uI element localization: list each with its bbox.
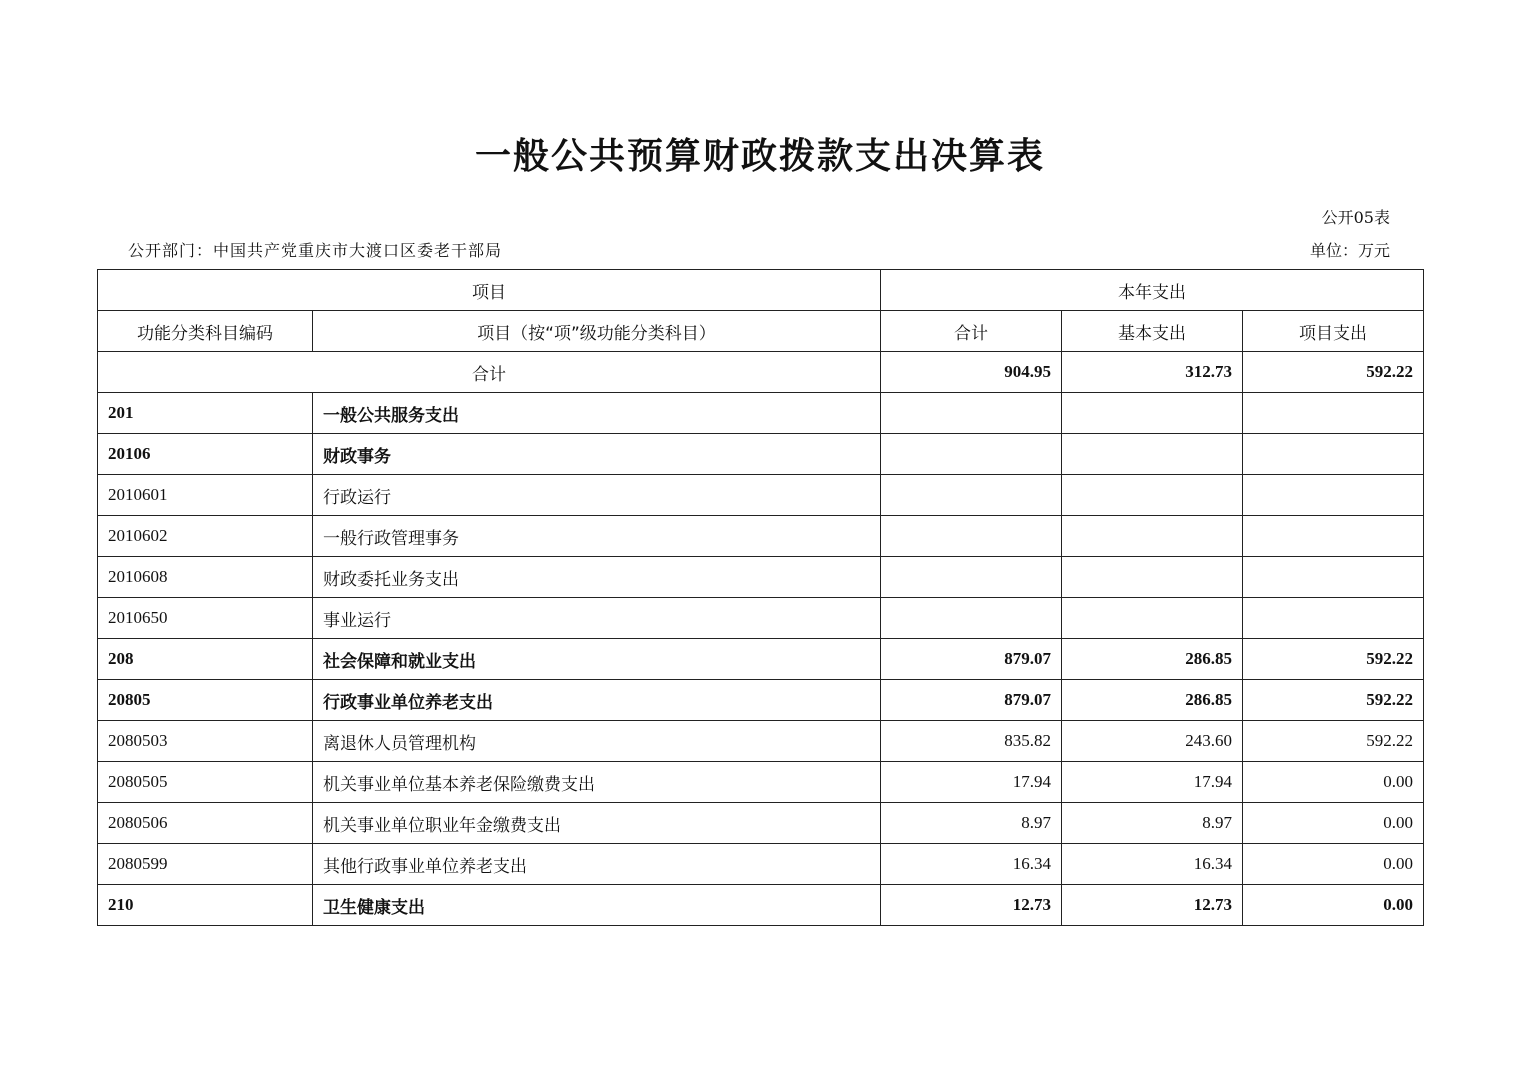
row-basic <box>1062 475 1243 516</box>
row-code: 20106 <box>98 434 313 475</box>
header-row-bottom <box>98 311 1424 352</box>
row-total <box>881 475 1062 516</box>
row-name: 机关事业单位职业年金缴费支出 <box>313 803 881 844</box>
header-program: 项目支出 <box>1243 311 1424 352</box>
row-basic <box>1062 434 1243 475</box>
row-program <box>1243 393 1424 434</box>
department-label: 公开部门：中国共产党重庆市大渡口区委老干部局 <box>128 241 503 260</box>
table-row <box>98 844 1424 885</box>
row-code: 210 <box>98 885 313 926</box>
row-name: 卫生健康支出 <box>313 885 881 926</box>
row-total <box>881 393 1062 434</box>
row-code: 20805 <box>98 680 313 721</box>
row-name: 财政事务 <box>313 434 881 475</box>
row-total <box>881 598 1062 639</box>
table-row <box>98 762 1424 803</box>
row-total <box>881 434 1062 475</box>
total-program: 592.22 <box>1243 352 1424 393</box>
row-total: 879.07 <box>881 680 1062 721</box>
header-total: 合计 <box>881 311 1062 352</box>
table-row <box>98 393 1424 434</box>
row-code: 2010601 <box>98 475 313 516</box>
header-basic: 基本支出 <box>1062 311 1243 352</box>
total-basic: 312.73 <box>1062 352 1243 393</box>
row-total: 8.97 <box>881 803 1062 844</box>
row-basic <box>1062 598 1243 639</box>
row-code: 2010608 <box>98 557 313 598</box>
table-row <box>98 434 1424 475</box>
row-name: 社会保障和就业支出 <box>313 639 881 680</box>
row-program: 592.22 <box>1243 721 1424 762</box>
row-program: 0.00 <box>1243 762 1424 803</box>
row-program <box>1243 557 1424 598</box>
row-code: 2080505 <box>98 762 313 803</box>
row-program: 0.00 <box>1243 803 1424 844</box>
row-basic: 17.94 <box>1062 762 1243 803</box>
row-basic: 243.60 <box>1062 721 1243 762</box>
row-basic: 16.34 <box>1062 844 1243 885</box>
row-basic: 286.85 <box>1062 680 1243 721</box>
row-code: 2080503 <box>98 721 313 762</box>
table-row <box>98 598 1424 639</box>
total-row <box>98 352 1424 393</box>
total-label: 合计 <box>98 352 881 393</box>
row-name: 离退休人员管理机构 <box>313 721 881 762</box>
table-row <box>98 639 1424 680</box>
row-code: 201 <box>98 393 313 434</box>
table-row <box>98 885 1424 926</box>
row-code: 2080599 <box>98 844 313 885</box>
row-code: 2010602 <box>98 516 313 557</box>
row-total: 835.82 <box>881 721 1062 762</box>
row-code: 2080506 <box>98 803 313 844</box>
header-project: 项目 <box>98 270 881 311</box>
row-name: 财政委托业务支出 <box>313 557 881 598</box>
row-total <box>881 516 1062 557</box>
row-code: 2010650 <box>98 598 313 639</box>
total-sum: 904.95 <box>881 352 1062 393</box>
header-code: 功能分类科目编码 <box>98 311 313 352</box>
row-name: 事业运行 <box>313 598 881 639</box>
table-row <box>98 680 1424 721</box>
header-row-top <box>98 270 1424 311</box>
table-row <box>98 516 1424 557</box>
table-row <box>98 721 1424 762</box>
row-basic: 286.85 <box>1062 639 1243 680</box>
row-total: 879.07 <box>881 639 1062 680</box>
row-name: 其他行政事业单位养老支出 <box>313 844 881 885</box>
row-program: 0.00 <box>1243 885 1424 926</box>
row-name: 机关事业单位基本养老保险缴费支出 <box>313 762 881 803</box>
row-program <box>1243 434 1424 475</box>
row-basic <box>1062 393 1243 434</box>
row-name: 一般行政管理事务 <box>313 516 881 557</box>
row-basic <box>1062 557 1243 598</box>
row-program: 592.22 <box>1243 680 1424 721</box>
row-program <box>1243 598 1424 639</box>
row-basic: 12.73 <box>1062 885 1243 926</box>
table-row <box>98 475 1424 516</box>
unit-label: 单位：万元 <box>1309 241 1390 260</box>
expenditure-table <box>97 269 1424 926</box>
row-name: 行政事业单位养老支出 <box>313 680 881 721</box>
row-program <box>1243 516 1424 557</box>
row-program: 592.22 <box>1243 639 1424 680</box>
row-basic: 8.97 <box>1062 803 1243 844</box>
form-number: 公开05表 <box>1321 208 1390 227</box>
row-total: 17.94 <box>881 762 1062 803</box>
header-item: 项目（按“项”级功能分类科目） <box>313 311 881 352</box>
header-current-year: 本年支出 <box>881 270 1424 311</box>
table-row <box>98 803 1424 844</box>
row-total <box>881 557 1062 598</box>
row-total: 12.73 <box>881 885 1062 926</box>
row-program: 0.00 <box>1243 844 1424 885</box>
row-name: 一般公共服务支出 <box>313 393 881 434</box>
row-name: 行政运行 <box>313 475 881 516</box>
page-title: 一般公共预算财政拨款支出决算表 <box>474 136 1045 177</box>
row-total: 16.34 <box>881 844 1062 885</box>
table-row <box>98 557 1424 598</box>
row-code: 208 <box>98 639 313 680</box>
row-basic <box>1062 516 1243 557</box>
row-program <box>1243 475 1424 516</box>
